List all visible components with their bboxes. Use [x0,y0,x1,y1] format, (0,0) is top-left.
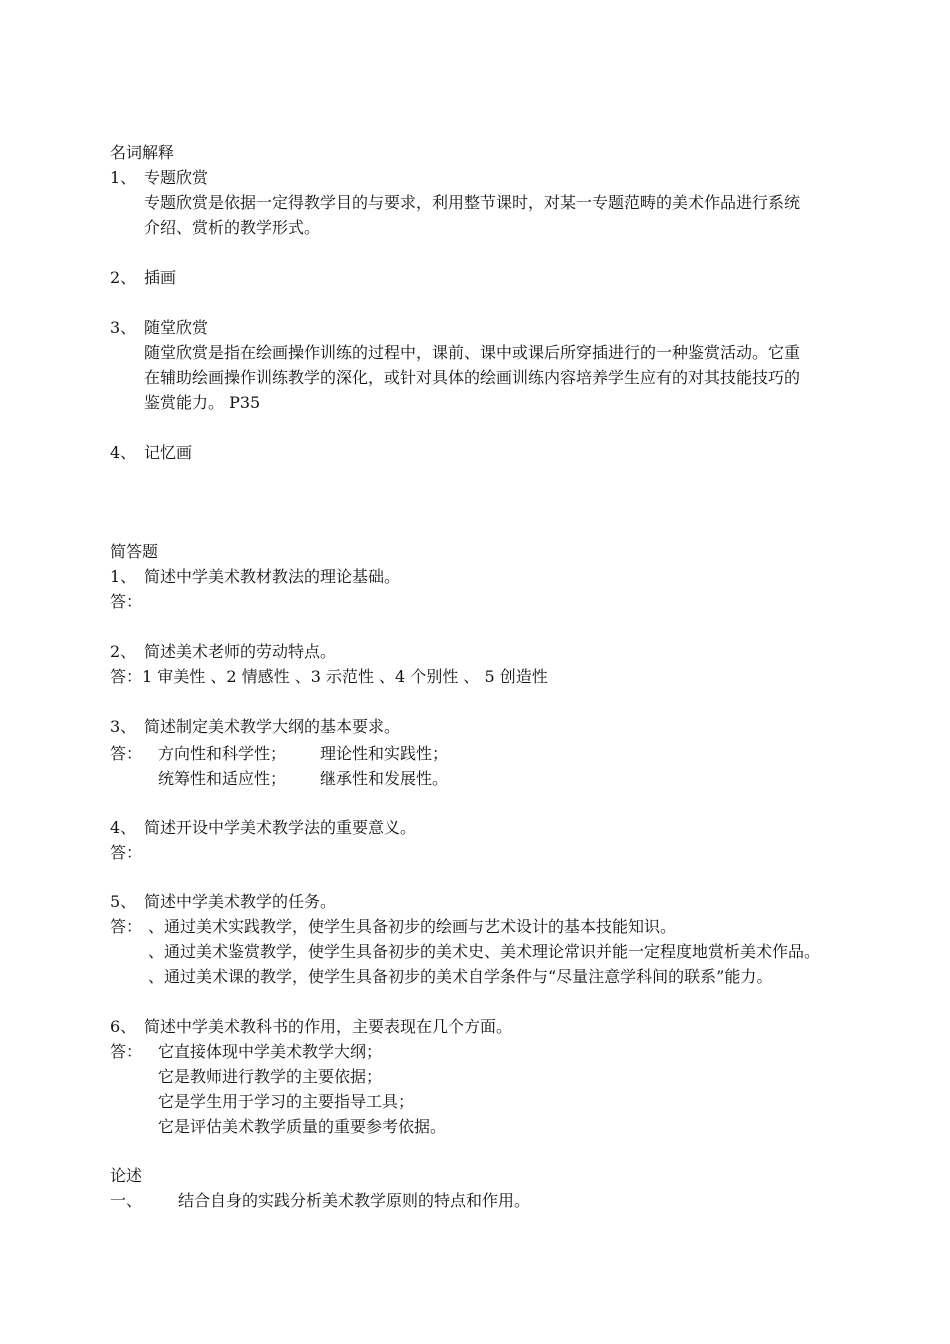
section-title-terms: 名词解释 [110,143,175,162]
answer-6-line3: 它是学生用于学习的主要指导工具； [158,1092,415,1111]
answer-label-6: 答： [110,1042,143,1061]
answer-6-line2: 它是教师进行教学的主要依据； [158,1067,383,1086]
answer-label-3: 答： [110,744,143,763]
question-number-5: 5、 [110,892,137,911]
section-title-short-answer: 简答题 [110,542,159,561]
term-number-1: 1、 [110,168,137,187]
term-definition-3-line1: 随堂欣赏是指在绘画操作训练的过程中，课前、课中或课后所穿插进行的一种鉴赏活动。它重 [144,343,801,362]
question-text-1: 简述中学美术教材教法的理论基础。 [144,567,401,586]
question-number-1: 1、 [110,567,137,586]
answer-4: 答： [110,843,143,862]
term-number-3: 3、 [110,318,137,337]
section-title-essay: 论述 [110,1166,143,1185]
question-number-6: 6、 [110,1017,137,1036]
question-number-4: 4、 [110,818,137,837]
term-number-2: 2、 [110,268,137,287]
answer-2: 答：1 审美性 、2 情感性 、3 示范性 、4 个别性 、 5 创造性 [110,667,548,686]
term-definition-3-line3: 鉴赏能力。 P35 [144,393,261,412]
answer-5-line1: 、通过美术实践教学，使学生具备初步的绘画与艺术设计的基本技能知识。 [148,917,677,936]
term-definition-1-line1: 专题欣赏是依据一定得教学目的与要求，利用整节课时，对某一专题范畴的美术作品进行系统 [144,193,801,212]
answer-label-5: 答： [110,917,143,936]
question-text-6: 简述中学美术教科书的作用，主要表现在几个方面。 [144,1017,513,1036]
answer-5-line2: 、通过美术鉴赏教学，使学生具备初步的美术史、美术理论常识并能一定程度地赏析美术作品。 [148,942,821,961]
answer-1: 答： [110,592,143,611]
term-title-3: 随堂欣赏 [144,318,209,337]
term-definition-1-line2: 介绍、赏析的教学形式。 [144,218,321,237]
question-number-3: 3、 [110,717,137,736]
term-number-4: 4、 [110,443,137,462]
answer-3-item2: 理论性和实践性； [320,744,449,763]
term-title-4: 记忆画 [144,443,193,462]
answer-5-line3: 、通过美术课的教学，使学生具备初步的美术自学条件与“尽量注意学科间的联系”能力。 [148,967,773,986]
essay-number-1: 一、 [110,1191,143,1210]
essay-question-1: 结合自身的实践分析美术教学原则的特点和作用。 [178,1191,531,1210]
question-text-3: 简述制定美术教学大纲的基本要求。 [144,717,401,736]
question-text-4: 简述开设中学美术教学法的重要意义。 [144,818,417,837]
term-definition-3-line2: 在辅助绘画操作训练教学的深化，或针对具体的绘画训练内容培养学生应有的对其技能技巧的 [144,368,801,387]
question-text-2: 简述美术老师的劳动特点。 [144,642,337,661]
term-title-2: 插画 [144,268,177,287]
answer-6-line1: 它直接体现中学美术教学大纲； [158,1042,383,1061]
answer-6-line4: 它是评估美术教学质量的重要参考依据。 [158,1117,447,1136]
question-text-5: 简述中学美术教学的任务。 [144,892,337,911]
answer-3-item4: 继承性和发展性。 [320,769,449,788]
answer-3-item1: 方向性和科学性； [158,744,287,763]
term-title-1: 专题欣赏 [144,168,209,187]
question-number-2: 2、 [110,642,137,661]
answer-3-item3: 统筹性和适应性； [158,769,287,788]
